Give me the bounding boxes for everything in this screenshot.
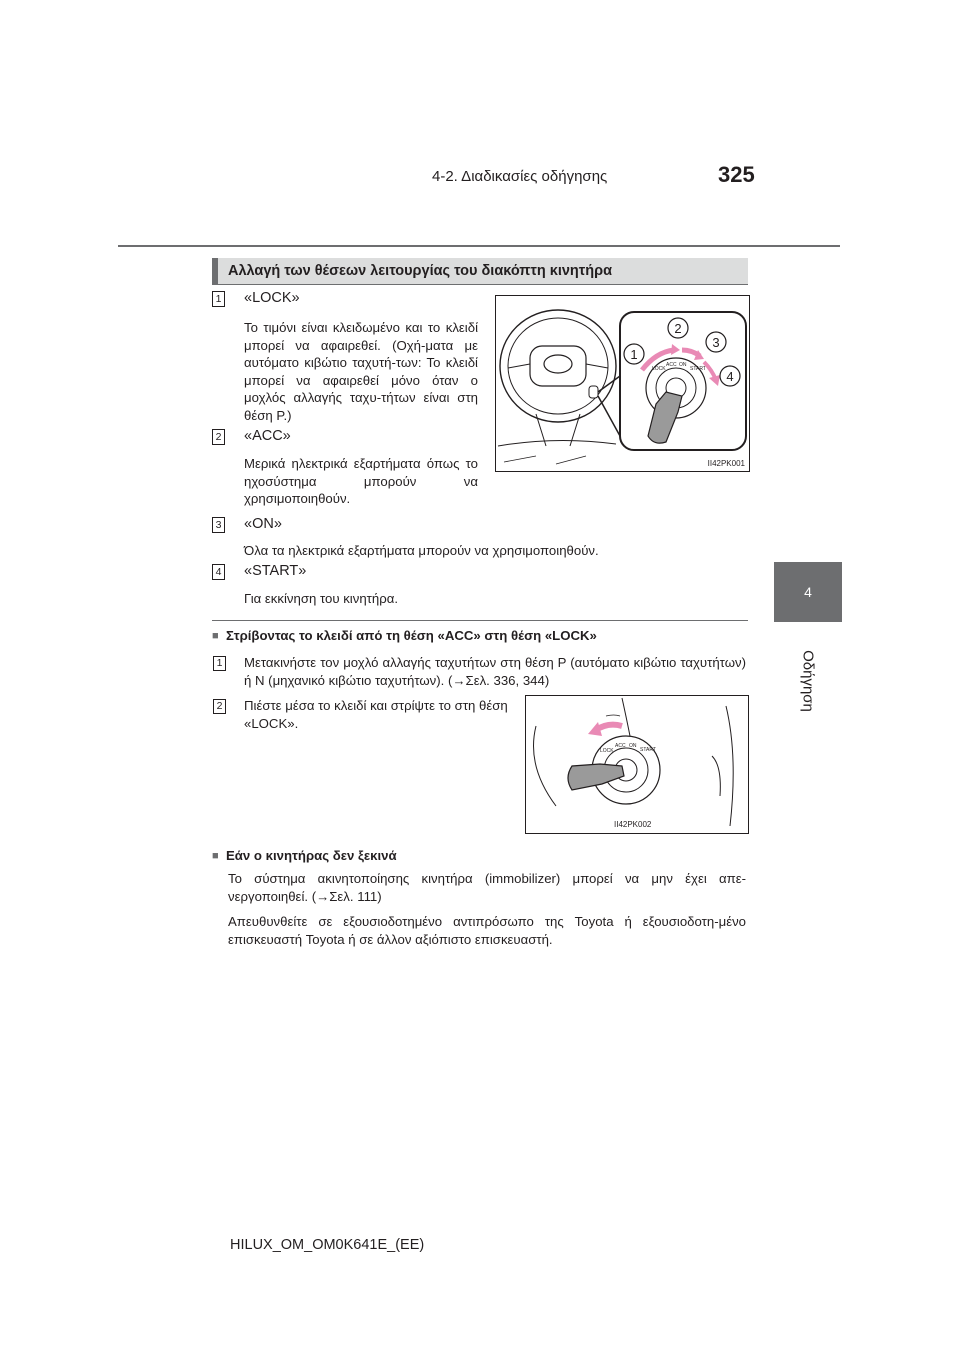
bullet-square-icon: ■ bbox=[212, 630, 219, 642]
figure2-code: II42PK002 bbox=[614, 820, 652, 829]
document-code-footer: HILUX_OM_OM0K641E_(EE) bbox=[230, 1237, 425, 1253]
item-title-acc: «ACC» bbox=[244, 428, 291, 444]
switch-label-acc: ACC bbox=[615, 743, 626, 749]
engine-not-start-title: Εάν ο κινητήρας δεν ξεκινά bbox=[226, 848, 397, 863]
item-text-lock: Το τιμόνι είναι κλειδωμένο και το κλειδί μπορεί να αφαιρεθεί. (Οχή-ματα με αυτόματο κιβώτιο ταχυτή-των: Το κλειδί μπορεί να αφαιρεθεί μόνο όταν ο μοχλός αλλαγής ταχυ-τήτων είναι στη θέση P.) bbox=[244, 320, 478, 423]
step-text-2: Πιέστε μέσα το κλειδί και στρίψτε το στη θέση «LOCK». bbox=[244, 698, 508, 731]
item-text-on: Όλα τα ηλεκτρικά εξαρτήματα μπορούν να χρησιμοποιηθούν. bbox=[244, 543, 599, 558]
chapter-tab-number: 4 bbox=[774, 562, 842, 622]
running-header-section: 4-2. Διαδικασίες οδήγησης bbox=[432, 168, 608, 185]
item-text-acc: Μερικά ηλεκτρικά εξαρτήματα όπως το ηχοσύστημα μπορούν να χρησιμοποιηθούν. bbox=[244, 456, 478, 506]
item-number-1: 1 bbox=[212, 291, 225, 307]
switch-label-start: START bbox=[640, 747, 656, 753]
switch-label-lock: LOCK bbox=[600, 748, 614, 754]
page-number: 325 bbox=[718, 162, 755, 187]
steering-ignition-illustration bbox=[496, 296, 749, 471]
engine-not-start-text-2: Απευθυνθείτε σε εξουσιοδοτημένο αντιπρόσωπο της Toyota ή εξουσιοδοτη-μένο επισκευαστή Toyota ή σε άλλον αξιόπιστο επισκευαστή. bbox=[228, 914, 746, 947]
item-number-4: 4 bbox=[212, 564, 225, 580]
callout-2: 2 bbox=[674, 321, 682, 336]
section-title: Αλλαγή των θέσεων λειτουργίας του διακόπτη κινητήρα bbox=[228, 263, 612, 279]
switch-label-acc: ACC bbox=[666, 362, 677, 368]
step-text-1: Μετακινήστε τον μοχλό αλλαγής ταχυτήτων στη θέση P (αυτόματο κιβώτιο ταχυτήτων) ή N (μηχανικό κιβώτιο ταχυτήτων). (→Σελ. 336, 344) bbox=[244, 655, 746, 688]
callout-1: 1 bbox=[630, 347, 638, 362]
item-text-start: Για εκκίνηση του κινητήρα. bbox=[244, 591, 398, 606]
key-turn-illustration bbox=[526, 696, 748, 833]
item-number-2: 2 bbox=[212, 429, 225, 445]
chapter-tab-label bbox=[774, 626, 842, 736]
item-title-lock: «LOCK» bbox=[244, 290, 300, 306]
switch-label-lock: LOCK bbox=[652, 366, 666, 372]
engine-not-start-text-1: Το σύστημα ακινητοποίησης κινητήρα (immobilizer) μπορεί να μην έχει απε-νεργοποιηθεί. (→Σελ. 111) bbox=[228, 871, 746, 904]
step-number-2: 2 bbox=[213, 699, 226, 714]
dashboard-line-icon bbox=[498, 440, 616, 446]
switch-label-on: ON bbox=[679, 362, 687, 368]
chapter-tab-label-text: Οδήγηση bbox=[799, 650, 817, 712]
step-number-1: 1 bbox=[213, 656, 226, 671]
figure-ignition-positions bbox=[495, 295, 750, 472]
section-title-rule bbox=[212, 284, 748, 285]
callout-3: 3 bbox=[712, 335, 720, 350]
switch-label-start: START bbox=[690, 366, 706, 372]
switch-label-on: ON bbox=[629, 743, 637, 749]
item-title-start: «START» bbox=[244, 563, 307, 579]
bullet-square-icon: ■ bbox=[212, 850, 219, 862]
turning-key-title: Στρίβοντας το κλειδί από τη θέση «ACC» στη θέση «LOCK» bbox=[226, 628, 597, 643]
section-title-bar bbox=[212, 258, 748, 284]
item-number-3: 3 bbox=[212, 517, 225, 533]
item-title-on: «ON» bbox=[244, 516, 282, 532]
figure1-code: II42PK001 bbox=[707, 459, 745, 468]
figure-turn-to-lock bbox=[525, 695, 749, 834]
callout-4: 4 bbox=[726, 369, 734, 384]
separator-rule bbox=[212, 620, 748, 621]
header-rule bbox=[118, 245, 840, 247]
